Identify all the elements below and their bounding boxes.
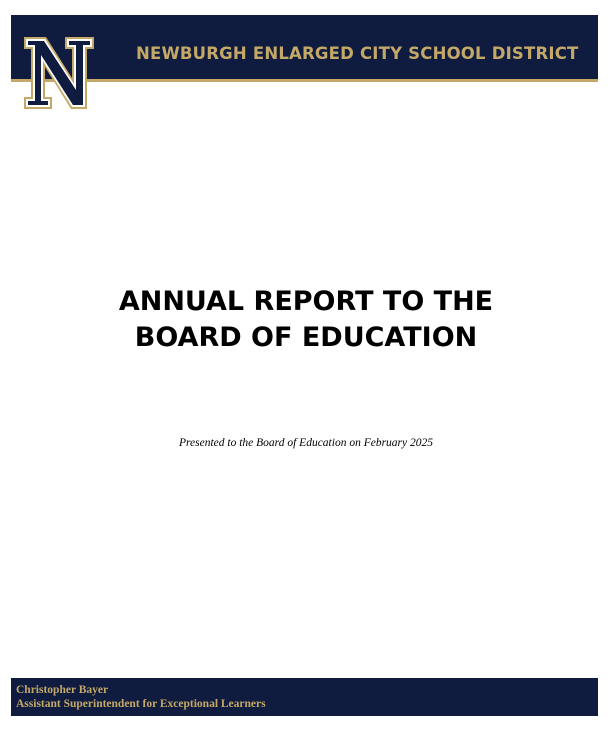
report-title-line-2: BOARD OF EDUCATION bbox=[134, 322, 478, 353]
header-accent-line bbox=[11, 79, 598, 82]
presenter-title: Assistant Superintendent for Exceptional Learners bbox=[16, 698, 266, 710]
presenter-info bbox=[16, 683, 266, 711]
presenter-name: Christopher Bayer bbox=[16, 684, 109, 696]
presentation-subtitle: Presented to the Board of Education on February 2025 bbox=[178, 437, 434, 449]
document-page bbox=[4, 2, 608, 729]
report-title-line-1: ANNUAL REPORT TO THE bbox=[118, 286, 494, 317]
report-title bbox=[0, 284, 612, 356]
district-logo-n-icon bbox=[23, 36, 95, 110]
district-name: NEWBURGH ENLARGED CITY SCHOOL DISTRICT bbox=[136, 44, 579, 63]
